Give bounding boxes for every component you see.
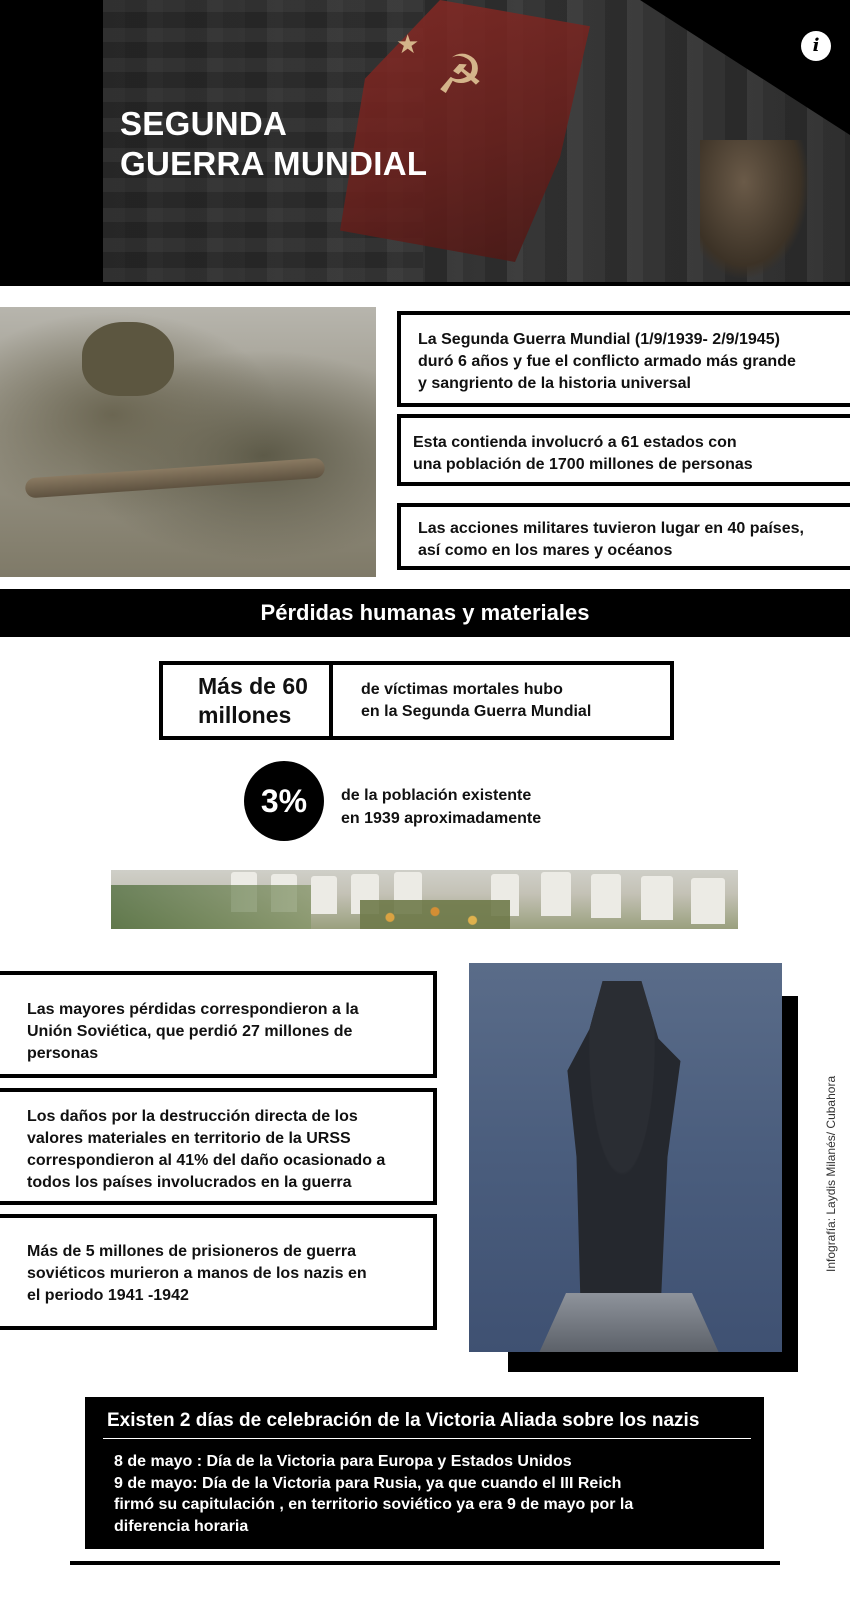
victims-count-line: millones [198,702,292,728]
intro-fact-countries [397,503,850,570]
page-title-line: SEGUNDA [120,105,288,142]
victory-days-title: Existen 2 días de celebración de la Victoria Aliada sobre los nazis [107,1410,700,1431]
fact-line: una población de 1700 millones de personas [413,456,753,473]
flag-soldier-silhouette [700,140,810,280]
fact-line: Esta contienda involucró a 61 estados con [413,434,737,451]
victims-count-line: Más de 60 [198,673,308,699]
statue-base [539,1293,719,1352]
publisher-logo: i [801,31,831,61]
grave-stone [641,876,673,920]
fact-line: correspondieron al 41% del daño ocasionado a [27,1152,386,1169]
fact-line: valores materiales en territorio de la URSS [27,1130,351,1147]
fact-line: Los daños por la destrucción directa de los [27,1108,358,1125]
grave-stone [591,874,621,918]
victims-description-line: de víctimas mortales hubo [361,681,563,698]
page-title [120,104,540,184]
fact-line: Las mayores pérdidas correspondieron a la [27,1001,359,1018]
fact-line: Unión Soviética, que perdió 27 millones de [27,1023,353,1040]
footer-rule [70,1561,780,1565]
fact-line: Más de 5 millones de prisioneros de guerra [27,1243,356,1260]
loss-fact-damage [0,1088,437,1205]
fact-line: personas [27,1045,99,1062]
grave-stone [541,872,571,916]
victims-description [361,679,661,723]
fact-line: todos los países involucrados en la guerra [27,1174,352,1191]
percent-description [341,784,661,830]
fact-line: La Segunda Guerra Mundial (1/9/1939- 2/9/1945) [418,331,780,348]
victims-description-line: en la Segunda Guerra Mundial [361,703,592,720]
loss-fact-prisoners [0,1214,437,1330]
fact-line: duró 6 años y fue el conflicto armado más grande [418,353,796,370]
star-icon: ★ [396,30,420,60]
victims-count [198,672,330,730]
infographic-credit: Infografía: Laydis Milanés/ Cubahora [824,1075,838,1272]
victory-line: diferencia horaria [114,1517,249,1535]
soldier-helmet [82,322,174,396]
victory-line: 8 de mayo : Día de la Victoria para Europa y Estados Unidos [114,1453,572,1470]
grave-stone [691,878,725,924]
soldier-photo [0,307,376,577]
victory-line: firmó su capitulación , en territorio soviético ya era 9 de mayo por la [114,1496,634,1513]
victory-days-text [114,1451,754,1537]
victory-line: 9 de mayo: Día de la Victoria para Rusia, ya que cuando el III Reich [114,1474,622,1492]
percent-badge: 3% [244,761,324,841]
cemetery-grass [111,885,311,929]
soviet-war-memorial-photo [469,963,782,1352]
loss-fact-ussr [0,971,437,1078]
victory-divider [103,1438,751,1439]
intro-fact-dates [397,311,850,407]
fact-line: soviéticos murieron a manos de los nazis en [27,1265,367,1282]
percent-description-line: en 1939 aproximadamente [341,810,542,827]
grave-stone [311,876,337,914]
section-heading-losses: Pérdidas humanas y materiales [0,589,850,637]
cemetery-flowers [360,900,510,929]
hammer-sickle-icon: ☭ [435,43,485,106]
percent-description-line: de la población existente [341,787,532,804]
statue-figure [557,981,687,1301]
fact-line: el periodo 1941 -1942 [27,1287,189,1304]
intro-fact-states [397,414,850,486]
fact-line: y sangriento de la historia universal [418,375,691,392]
fact-line: Las acciones militares tuvieron lugar en 40 países, [418,520,804,537]
fact-line: así como en los mares y océanos [418,542,673,559]
page-title-line: GUERRA MUNDIAL [120,145,428,182]
